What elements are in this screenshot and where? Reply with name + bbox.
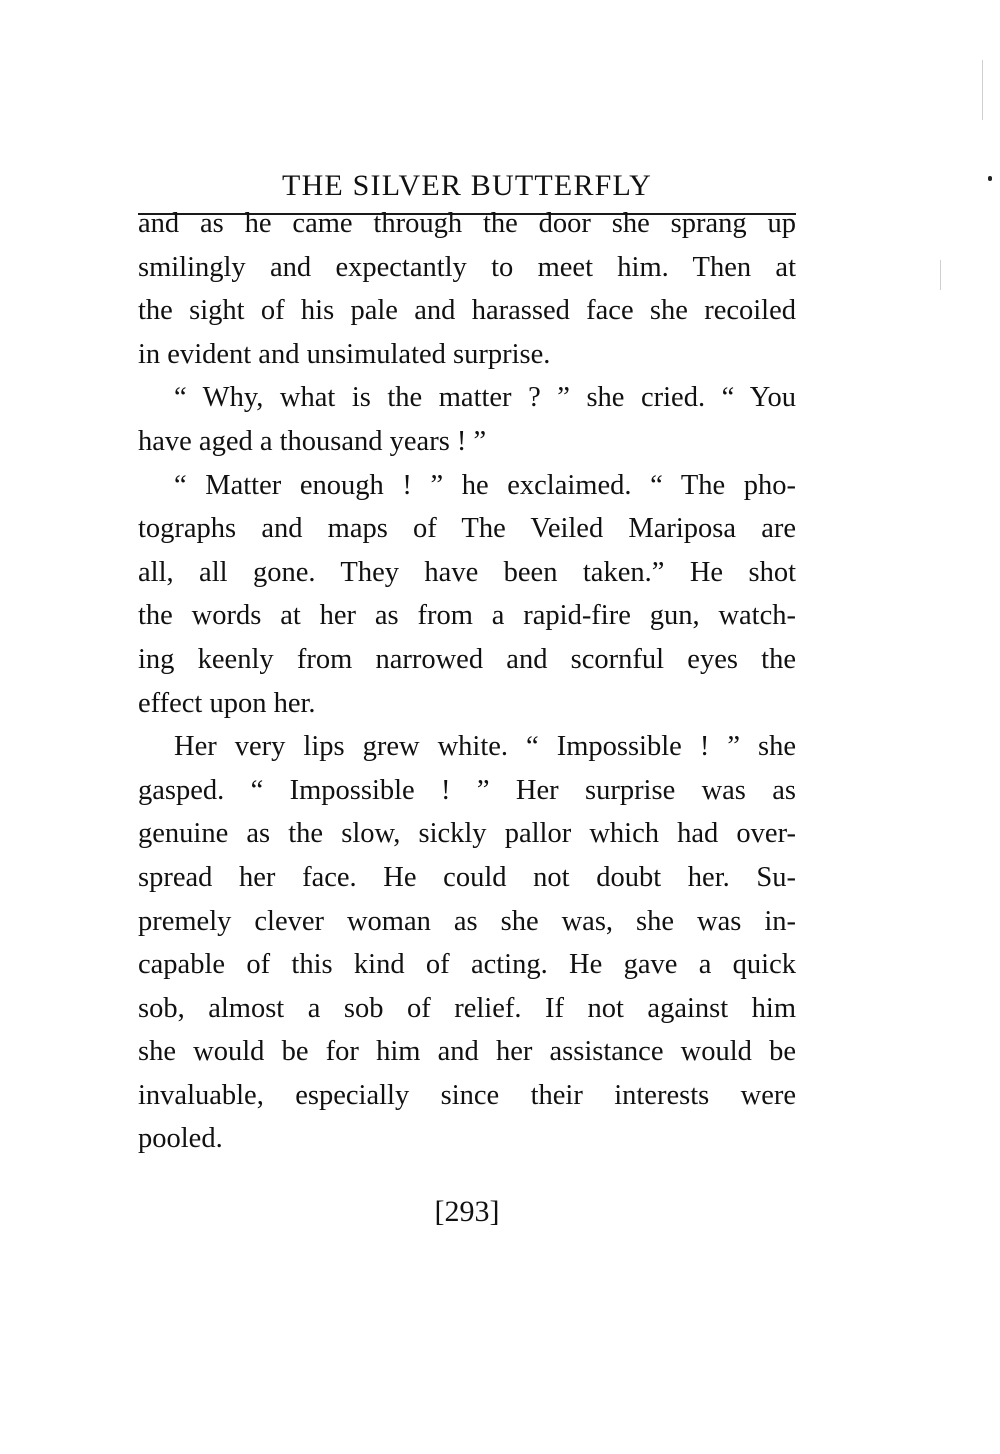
text-line: “ Matter enough ! ” he exclaimed. “ The pho- [174,469,796,501]
scan-edge-mark [982,60,983,120]
text-line: have aged a thousand years ! ” [138,425,487,457]
text-line: effect upon her. [138,687,316,719]
text-line: genuine as the slow, sickly pallor which had over- [138,818,796,850]
text-line: the words at her as from a rapid-fire gun, watch- [138,600,796,632]
text-line: invaluable, especially since their interests were [138,1079,796,1111]
text-line: premely clever woman as she was, she was in- [138,905,796,937]
text-line: Her very lips grew white. “ Impossible ! ” she [174,731,796,763]
text-line: and as he came through the door she sprang up [138,208,796,239]
text-line: in evident and unsimulated surprise. [138,338,551,370]
paragraph [138,376,796,463]
text-line: the sight of his pale and harassed face she recoiled [138,295,796,327]
text-line: pooled. [138,1123,223,1155]
body-text [138,202,796,1161]
text-line: “ Why, what is the matter ? ” she cried. “ You [174,382,796,414]
text-line: spread her face. He could not doubt her. Su- [138,861,796,893]
paragraph [138,464,796,726]
text-line: smilingly and expectantly to meet him. Then at [138,251,796,283]
page-number: [293] [434,1195,500,1228]
text-line: sob, almost a sob of relief. If not against him [138,992,796,1024]
scan-speck [988,176,992,181]
text-line: capable of this kind of acting. He gave a quick [138,949,796,981]
text-line: she would be for him and her assistance would be [138,1036,796,1068]
scan-edge-mark [940,260,941,290]
running-head: THE SILVER BUTTERFLY [282,169,652,202]
paragraph [138,725,796,1161]
text-line: ing keenly from narrowed and scornful eyes the [138,643,796,675]
paragraph [138,202,796,376]
text-line: gasped. “ Impossible ! ” Her surprise was as [138,774,796,806]
text-line: all, all gone. They have been taken.” He shot [138,556,796,588]
text-line: tographs and maps of The Veiled Mariposa are [138,513,796,545]
